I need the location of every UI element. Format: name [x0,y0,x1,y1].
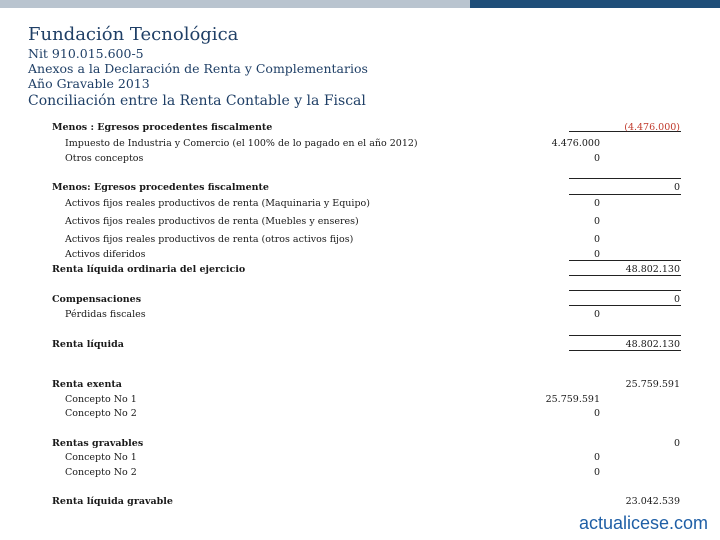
row-total: 48.802.130 [625,264,680,275]
table-row [52,379,684,393]
row-amount: 0 [593,198,600,209]
row-amount: 4.476.000 [551,138,600,149]
row-label: Concepto No 1 [65,394,137,405]
row-amount: 0 [593,408,600,419]
rule-line [569,260,681,261]
nit-line: Nit 910.015.600-5 [28,46,144,61]
row-amount: 0 [593,467,600,478]
table-row [52,408,684,422]
row-label: Renta líquida gravable [52,496,173,507]
brand-watermark: actualicese.com [578,513,708,533]
table-row [52,394,684,408]
top-bar-light-segment [0,0,470,8]
anexos-line: Anexos a la Declaración de Renta y Complementarios [28,61,368,76]
row-amount: 0 [593,249,600,260]
table-row [52,182,684,196]
table-row [52,264,684,278]
row-amount: 0 [593,234,600,245]
table-row [52,496,684,510]
row-label: Compensaciones [52,294,142,305]
row-total: (4.476.000) [624,122,680,133]
row-total: 48.802.130 [625,339,680,350]
row-amount: 25.759.591 [545,394,600,405]
table-row [52,153,684,167]
table-row [52,198,684,212]
row-label: Activos fijos reales productivos de renta (Muebles y enseres) [65,216,359,227]
table-row [52,234,684,248]
row-total: 25.759.591 [625,379,680,390]
table-row [52,467,684,481]
rule-line [569,178,681,179]
row-label: Renta exenta [52,379,122,390]
row-label: Activos fijos reales productivos de renta (Maquinaria y Equipo) [65,198,370,209]
row-label: Impuesto de Industria y Comercio (el 100% de lo pagado en el año 2012) [65,138,418,149]
top-accent-bar [0,0,720,8]
row-total: 0 [673,182,680,193]
row-label: Menos : Egresos procedentes fiscalmente [52,122,273,133]
row-label: Concepto No 1 [65,452,137,463]
year-line: Año Gravable 2013 [28,76,150,91]
row-label: Rentas gravables [52,438,144,449]
table-row [52,294,684,308]
row-total: 0 [673,294,680,305]
row-total: 23.042.539 [625,496,680,507]
row-label: Activos diferidos [65,249,146,260]
row-label: Menos: Egresos procedentes fiscalmente [52,182,269,193]
table-row [52,138,684,152]
row-amount: 0 [593,452,600,463]
table-row [52,339,684,353]
row-label: Otros conceptos [65,153,144,164]
row-amount: 0 [593,216,600,227]
row-amount: 0 [593,153,600,164]
table-row [52,452,684,466]
row-total: 0 [673,438,680,449]
table-row [52,438,684,452]
row-label: Renta líquida ordinaria del ejercicio [52,264,246,275]
row-label: Concepto No 2 [65,467,137,478]
top-bar-dark-segment [470,0,720,8]
page-subtitle: Conciliación entre la Renta Contable y la Fiscal [28,93,366,109]
table-row [52,122,684,136]
row-label: Concepto No 2 [65,408,137,419]
rule-line [569,335,681,336]
rule-line [569,290,681,291]
table-row [52,309,684,323]
table-row [52,216,684,230]
document-header [28,24,368,110]
row-label: Pérdidas fiscales [65,309,146,320]
row-label: Activos fijos reales productivos de renta (otros activos fijos) [65,234,354,245]
row-amount: 0 [593,309,600,320]
row-label: Renta líquida [52,339,124,350]
page-title: Fundación Tecnológica [28,24,239,45]
